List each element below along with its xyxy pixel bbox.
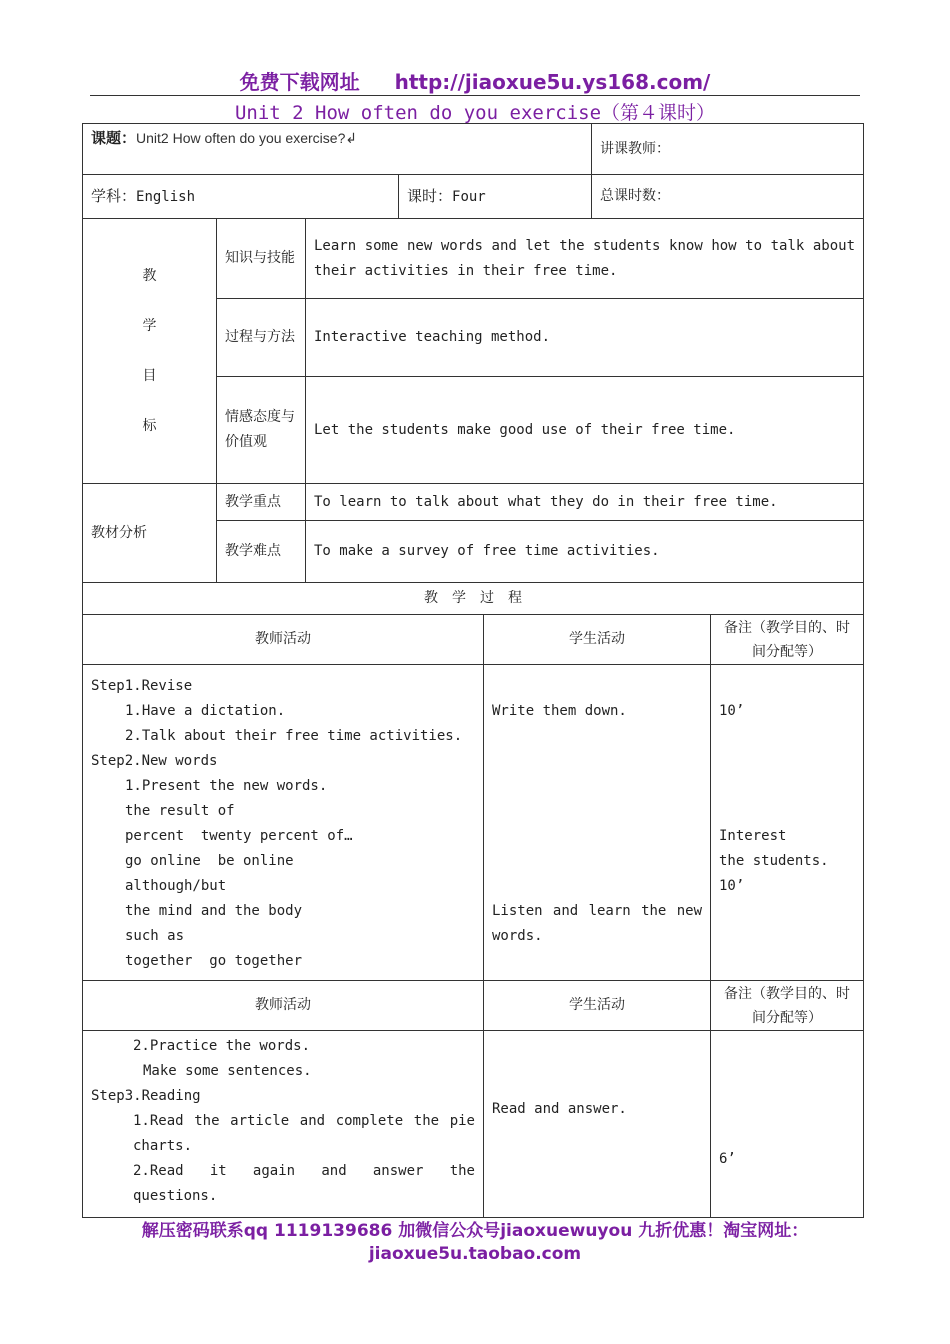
analysis-side-label: 教材分析 bbox=[83, 484, 217, 583]
footer-notice bbox=[0, 1220, 950, 1266]
note-item: Interest bbox=[719, 828, 787, 844]
teacher-label: 讲课教师： bbox=[600, 140, 670, 157]
note-item: 6’ bbox=[719, 1151, 736, 1167]
block2-teacher-cell bbox=[83, 1031, 484, 1218]
block1-teacher-cell bbox=[83, 665, 484, 981]
vocab-item: together go together bbox=[125, 953, 303, 969]
topic-cell bbox=[83, 124, 592, 175]
topic-value: Unit2 How often do you exercise?↲ bbox=[136, 130, 358, 146]
info-table bbox=[82, 123, 864, 219]
block2-student-cell bbox=[484, 1031, 711, 1218]
analysis-text: To learn to talk about what they do in their free time. bbox=[306, 484, 864, 521]
block1-student-cell bbox=[484, 665, 711, 981]
objective-label: 知识与技能 bbox=[217, 219, 306, 299]
header-rule bbox=[90, 95, 860, 96]
vocab-item: percent twenty percent of… bbox=[125, 828, 353, 844]
col-student-header: 学生活动 bbox=[484, 981, 711, 1031]
student-activity: Write them down. bbox=[492, 703, 627, 719]
student-activity: Read and answer. bbox=[492, 1101, 627, 1117]
step-item: 2.Practice the words. bbox=[133, 1038, 311, 1054]
step-item: 2.Read it again and answer the questions. bbox=[133, 1163, 475, 1204]
objectives-table bbox=[82, 218, 864, 615]
vocab-item: the result of bbox=[125, 803, 235, 819]
analysis-text: To make a survey of free time activities. bbox=[306, 521, 864, 583]
teacher-cell bbox=[592, 124, 864, 175]
subject-cell bbox=[83, 175, 399, 219]
process-table bbox=[82, 614, 864, 1218]
topic-label: 课题： bbox=[91, 129, 137, 147]
header-site-url[interactable]: http://jiaoxue5u.ys168.com/ bbox=[394, 70, 711, 94]
period-cell bbox=[399, 175, 592, 219]
block1-notes-cell bbox=[711, 665, 864, 981]
objectives-side-char: 目 bbox=[142, 368, 157, 384]
step-item: 1.Have a dictation. bbox=[125, 703, 286, 719]
col-notes-header: 备注（教学目的、时间分配等） bbox=[711, 981, 864, 1031]
vocab-item: go online be online bbox=[125, 853, 294, 869]
analysis-label: 教学难点 bbox=[217, 521, 306, 583]
block2-notes-cell bbox=[711, 1031, 864, 1218]
note-item: the students. bbox=[719, 853, 829, 869]
vocab-item: although/but bbox=[125, 878, 227, 894]
step-title: Step3.Reading bbox=[91, 1088, 201, 1104]
period-label: 课时： bbox=[407, 186, 453, 205]
total-label: 总课时数： bbox=[600, 188, 670, 204]
objective-label: 过程与方法 bbox=[217, 299, 306, 377]
objective-label: 情感态度与价值观 bbox=[217, 377, 306, 484]
note-item: 10’ bbox=[719, 878, 745, 894]
col-student-header: 学生活动 bbox=[484, 615, 711, 665]
objectives-side-char: 教 bbox=[142, 268, 157, 284]
step-item: 1.Present the new words. bbox=[125, 778, 328, 794]
vocab-item: such as bbox=[125, 928, 185, 944]
subject-value: English bbox=[136, 188, 196, 205]
objective-text: Learn some new words and let the students know how to talk about their activities in their free time. bbox=[306, 219, 864, 299]
objective-text: Interactive teaching method. bbox=[306, 299, 864, 377]
step-item: 1.Read the article and complete the pie charts. bbox=[133, 1113, 475, 1154]
header-banner bbox=[0, 66, 950, 95]
step-item: 2.Talk about their free time activities. bbox=[125, 728, 463, 744]
note-item: 10’ bbox=[719, 703, 745, 719]
step-title: Step2.New words bbox=[91, 753, 218, 769]
step-title: Step1.Revise bbox=[91, 678, 193, 694]
col-teacher-header: 教师活动 bbox=[83, 981, 484, 1031]
header-site-label: 免费下载网址 bbox=[239, 70, 360, 94]
objectives-side-char: 标 bbox=[142, 418, 157, 434]
total-cell bbox=[592, 175, 864, 219]
objective-text: Let the students make good use of their free time. bbox=[306, 377, 864, 484]
student-activity: Listen and learn the new words. bbox=[492, 903, 702, 944]
step-item: Make some sentences. bbox=[143, 1063, 312, 1079]
col-teacher-header: 教师活动 bbox=[83, 615, 484, 665]
page-title: Unit 2 How often do you exercise（第４课时） bbox=[234, 102, 716, 124]
objectives-side-cell bbox=[83, 219, 217, 484]
period-value: Four bbox=[452, 188, 486, 205]
objectives-side-char: 学 bbox=[142, 318, 157, 334]
subject-label: 学科： bbox=[91, 186, 137, 205]
vocab-item: the mind and the body bbox=[125, 903, 303, 919]
footer-text: 解压密码联系qq 1119139686 加微信公众号jiaoxuewuyou 九折优惠！淘宝网址：jiaoxue5u.taobao.com bbox=[141, 1221, 809, 1264]
process-heading: 教 学 过 程 bbox=[83, 583, 864, 615]
analysis-label: 教学重点 bbox=[217, 484, 306, 521]
col-notes-header: 备注（教学目的、时间分配等） bbox=[711, 615, 864, 665]
